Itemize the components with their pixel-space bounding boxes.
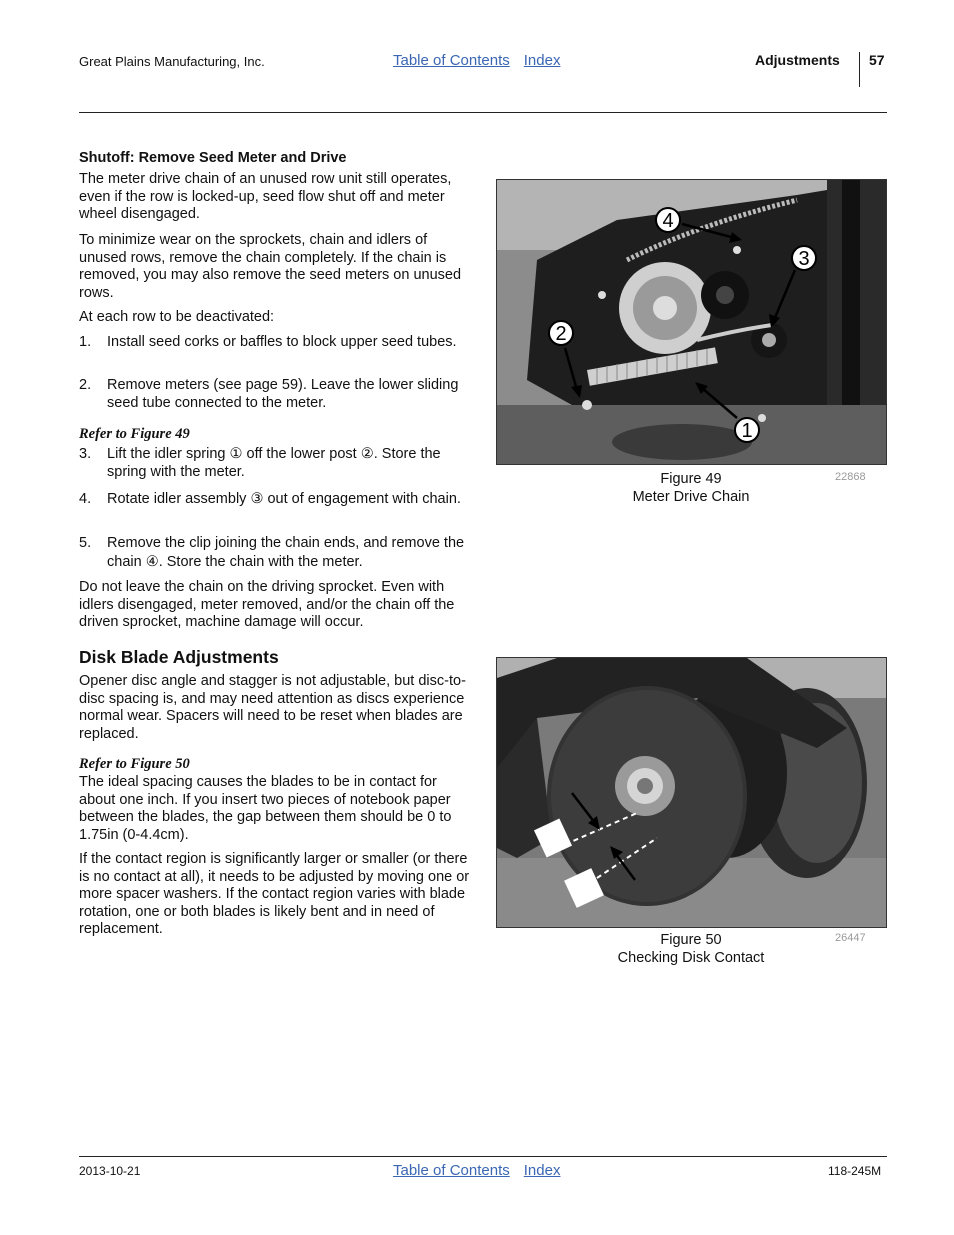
- figure-50-id: 26447: [835, 932, 866, 944]
- footer-nav: [393, 1162, 574, 1179]
- callout-2: [549, 321, 573, 345]
- step-item-3: [79, 446, 471, 481]
- footer-index-link[interactable]: Index: [523, 1162, 561, 1179]
- shutoff-paragraph-3: At each row to be deactivated:: [79, 309, 275, 325]
- header-page-number: 57: [869, 52, 885, 68]
- header-company: Great Plains Manufacturing, Inc.: [79, 54, 265, 69]
- figure-50-caption: [496, 931, 886, 967]
- disk-heading: Disk Blade Adjustments: [79, 647, 279, 667]
- shutoff-heading: Shutoff: Remove Seed Meter and Drive: [79, 150, 347, 166]
- step-item-2: [79, 377, 471, 412]
- figure-49-image: [496, 179, 887, 465]
- refer-figure-50: Refer to Figure 50: [79, 756, 190, 772]
- step-text: Lift the idler spring ① off the lower post ②. Store the spring with the meter.: [107, 446, 441, 480]
- shutoff-paragraph-2: To minimize wear on the sprockets, chain and idlers of unused rows, remove the chain completely. If the chain is removed, you may also remove the seed meters on unused rows.: [79, 232, 462, 301]
- step-number: 4.: [79, 491, 92, 507]
- footer-date: 2013-10-21: [79, 1164, 141, 1178]
- callout-1: [735, 418, 759, 442]
- svg-text:3: 3: [798, 248, 810, 270]
- callout-4: [656, 208, 680, 232]
- shutoff-paragraph-4: Do not leave the chain on the driving sprocket. Even with idlers disengaged, meter removed, and/or the chain off the driven sprocket, machine damage will occur.: [79, 579, 455, 630]
- step-text: Install seed corks or baffles to block upper seed tubes.: [107, 334, 457, 350]
- disk-paragraph-1: Opener disc angle and stagger is not adjustable, but disc-to-disc spacing is, and may need attention as discs experience normal wear. Spacers will need to be reset when blades are replaced.: [79, 673, 466, 742]
- step-number: 2.: [79, 377, 92, 393]
- figure-50-label: Figure 50: [660, 932, 722, 948]
- figure-49-label: Figure 49: [660, 471, 722, 487]
- step-item-1: [79, 334, 471, 352]
- step-item-4: [79, 491, 471, 509]
- step-number: 3.: [79, 446, 92, 462]
- header-nav: [393, 52, 574, 69]
- figure-49-id: 22868: [835, 471, 866, 483]
- footer-toc-link[interactable]: Table of Contents: [393, 1162, 510, 1179]
- disk-paragraph-3: If the contact region is significantly larger or smaller (or there is no contact at all), it needs to be adjusted by moving one or more spacer washers. If the contact region varies with blade rotation, one or both blades is likely bent and in need of replacement.: [79, 851, 470, 937]
- step-text: Remove meters (see page 59). Leave the lower sliding seed tube connected to the meter.: [107, 377, 459, 411]
- shutoff-paragraph-1: The meter drive chain of an unused row unit still operates, even if the row is locked-up, seed flow shut off and meter wheel disengaged.: [79, 171, 452, 222]
- figure-50-photo: [497, 658, 886, 927]
- footer-rule: [79, 1156, 887, 1157]
- figure-49-photo: [497, 180, 886, 464]
- header-divider: [859, 52, 860, 87]
- step-text: Rotate idler assembly ③ out of engagement with chain.: [107, 491, 461, 507]
- step-item-5: [79, 534, 471, 572]
- figure-49-title: Meter Drive Chain: [632, 489, 750, 505]
- step-number: 5.: [79, 535, 92, 551]
- header-rule: [79, 112, 887, 113]
- svg-text:4: 4: [662, 210, 674, 232]
- callout-3: [792, 246, 816, 270]
- step-text: Remove the clip joining the chain ends, and remove the chain ④. Store the chain with the meter.: [107, 535, 465, 570]
- footer-doc-code: 118-245M: [828, 1164, 882, 1178]
- figure-49-caption: [496, 470, 886, 506]
- figure-50-title: Checking Disk Contact: [617, 950, 765, 966]
- refer-figure-49: Refer to Figure 49: [79, 426, 190, 442]
- step-number: 1.: [79, 334, 92, 350]
- svg-text:1: 1: [741, 420, 753, 442]
- header-toc-link[interactable]: Table of Contents: [393, 52, 510, 69]
- header-section-title: Adjustments: [755, 52, 840, 68]
- header-index-link[interactable]: Index: [523, 52, 561, 69]
- disk-paragraph-2: The ideal spacing causes the blades to be in contact for about one inch. If you insert two pieces of notebook paper between the blades, the gap between them should be 0 to 1.75in (0-4.4cm).: [79, 774, 452, 843]
- svg-text:2: 2: [555, 323, 567, 345]
- figure-50-image: [496, 657, 887, 928]
